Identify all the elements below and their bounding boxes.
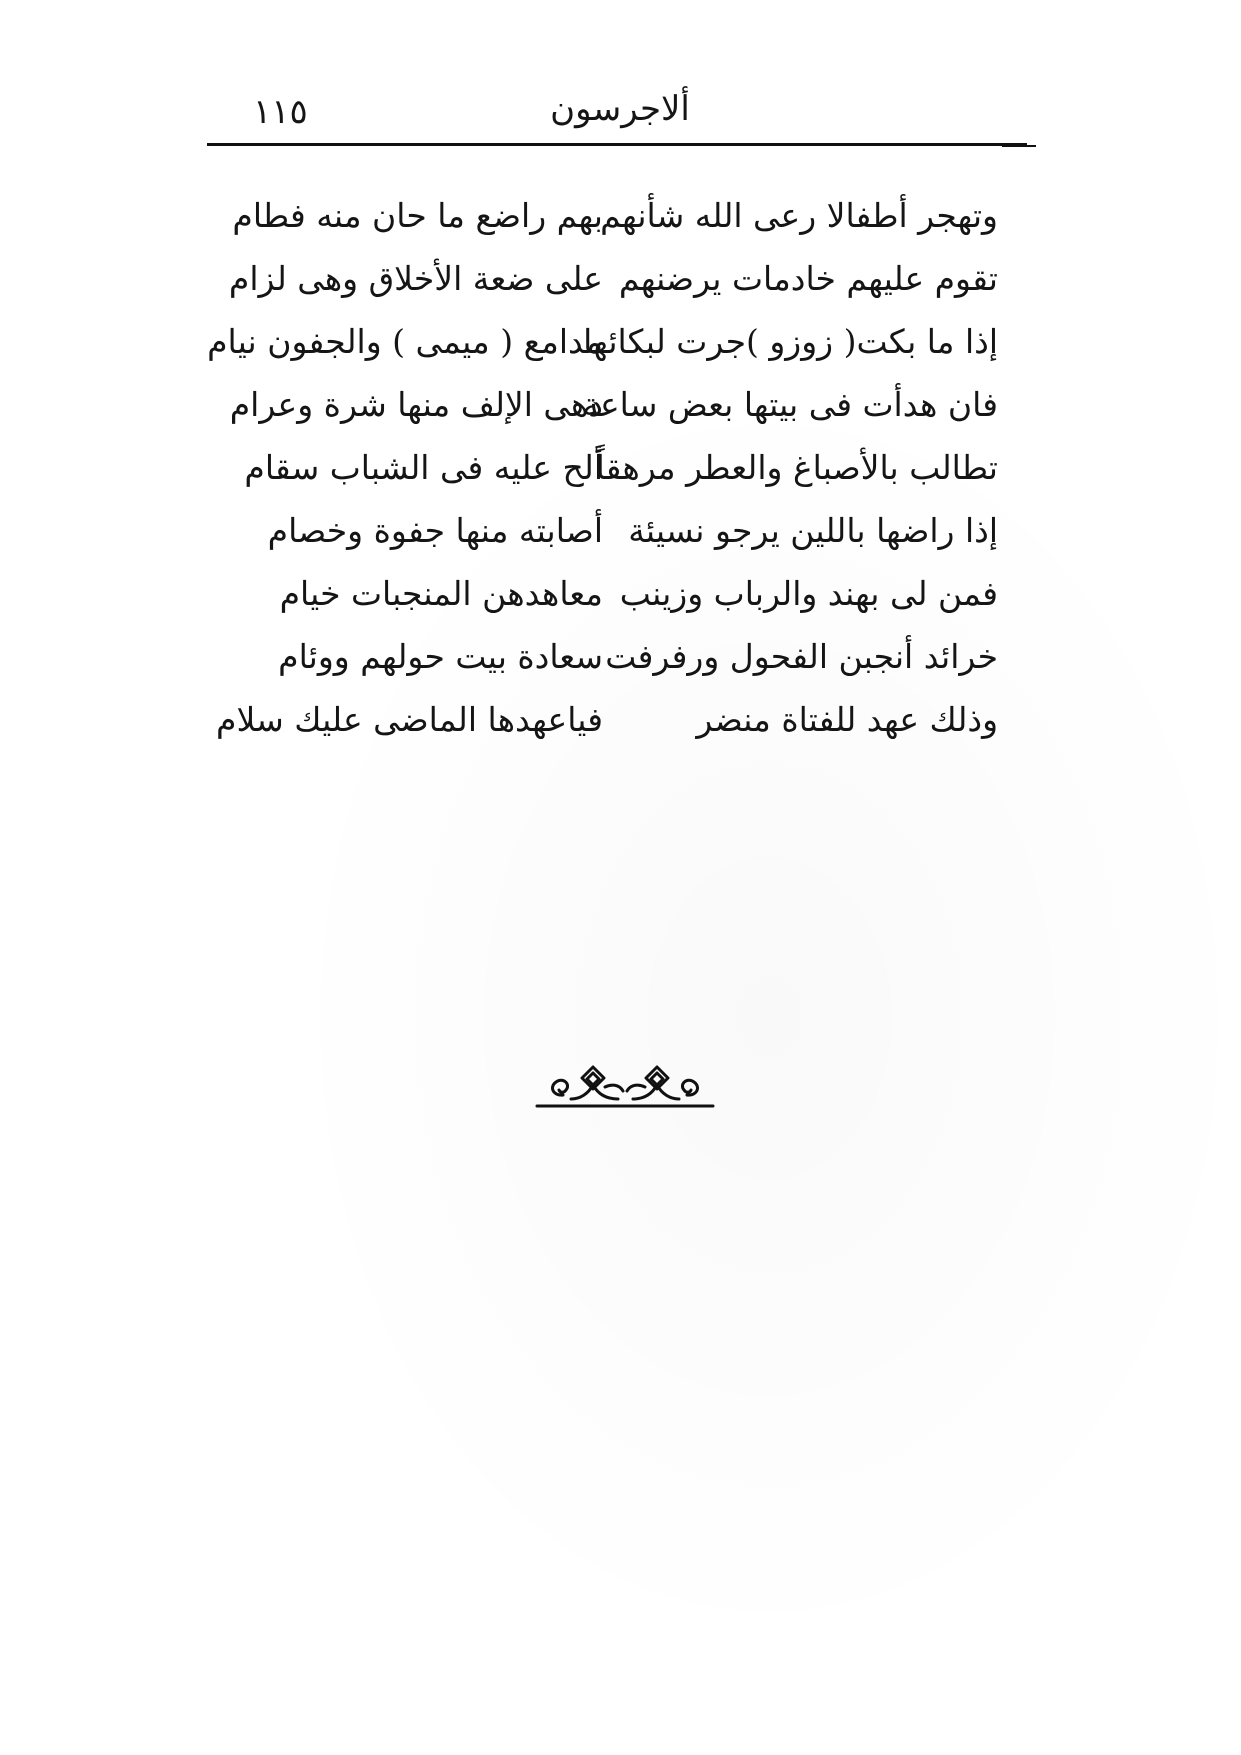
verse-second-hemistich: على ضعة الأخلاق وهى لزام: [228, 259, 603, 298]
verse-second-hemistich: بهم راضع ما حان منه فطام: [232, 196, 603, 235]
verse-second-hemistich: معاهدهن المنجبات خيام: [279, 574, 603, 613]
verse-first-hemistich: إذا راضها باللين يرجو نسيئة: [628, 511, 998, 550]
arabesque-tailpiece-icon: [535, 1060, 715, 1118]
page-header-title: ألاجرسون: [550, 89, 690, 129]
poem-verse: [248, 631, 998, 687]
verse-second-hemistich: سعادة بيت حولهم ووئام: [278, 637, 603, 676]
verse-first-hemistich: خرائد أنجبن الفحول ورفرفت: [605, 637, 998, 676]
verse-first-hemistich: وتهجر أطفالا رعى الله شأنهم: [600, 196, 998, 235]
verse-second-hemistich: مدامع ( ميمى ) والجفون نيام: [207, 322, 603, 361]
verse-second-hemistich: فياعهدها الماضى عليك سلام: [216, 700, 603, 739]
verse-second-hemistich: دهى الإلف منها شرة وعرام: [229, 385, 603, 424]
poem-verse: [228, 253, 998, 309]
poem-verse: [232, 190, 998, 246]
poem-verse: [248, 568, 998, 624]
header-rule: [207, 143, 1027, 146]
poem-verse: [244, 442, 998, 498]
verse-first-hemistich: تقوم عليهم خادمات يرضنهم: [618, 259, 998, 298]
verse-first-hemistich: وذلك عهد للفتاة منضر: [696, 700, 998, 739]
poem-verse: [229, 379, 998, 435]
page-number: ١١٥: [253, 92, 308, 132]
verse-second-hemistich: ألح عليه فى الشباب سقام: [244, 448, 603, 487]
poem-verse: [248, 505, 998, 561]
poem-verse: [216, 694, 998, 750]
poem-verse: [207, 316, 998, 372]
verse-first-hemistich: تطالب بالأصباغ والعطر مرهقاً: [595, 448, 998, 487]
verse-second-hemistich: أصابته منها جفوة وخصام: [267, 511, 603, 550]
running-header: [205, 88, 1035, 138]
verse-first-hemistich: فمن لى بهند والرباب وزينب: [619, 574, 998, 613]
verse-first-hemistich: إذا ما بكت( زوزو )جرت لبكائها: [583, 322, 998, 361]
header-rule-tip: [1002, 145, 1036, 147]
verse-first-hemistich: فان هدأت فى بيتها بعض ساعة: [582, 385, 998, 424]
poem: [207, 190, 998, 780]
